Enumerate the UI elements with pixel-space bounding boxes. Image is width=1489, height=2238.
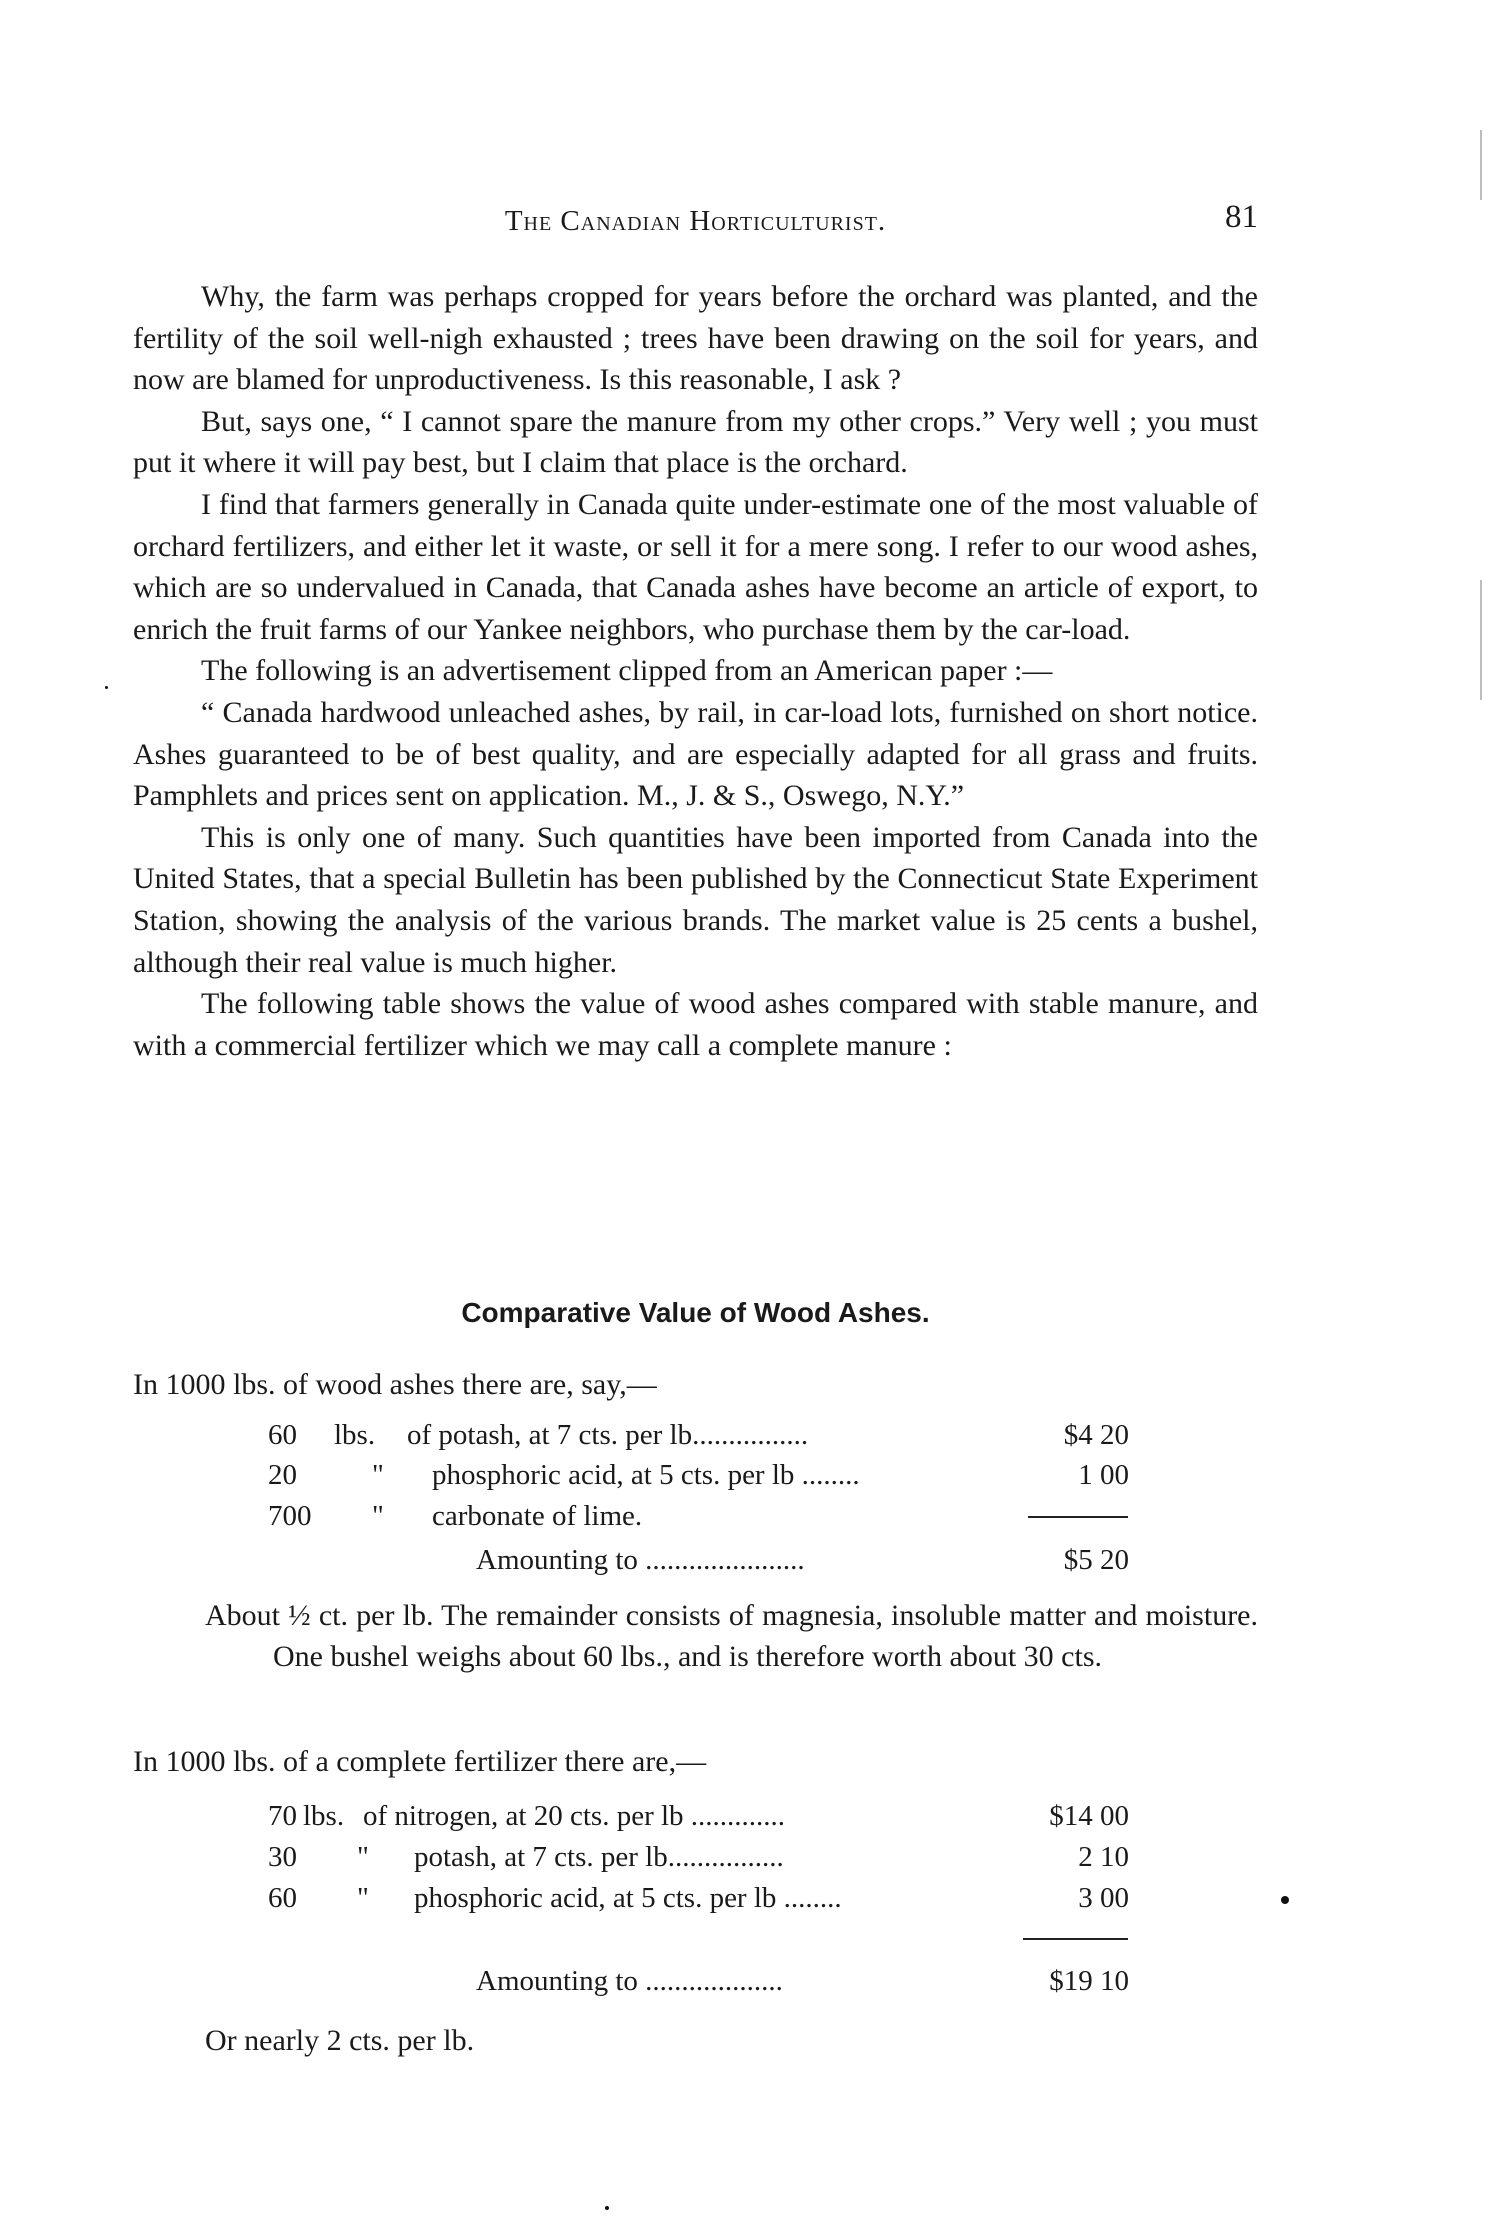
paragraph: I find that farmers generally in Canada quite under-estimate one of the most valuable of orchard fertilizers, and either let it waste, or sell it for a mere song. I refer to our wood ashes, which are so undervalued in Canada, that Canada ashes have become an article of export, to enrich the fruit farms of our Yankee neighbors, who purchase them by the car-load.	[133, 487, 1258, 646]
row-description: phosphoric acid, at 5 cts. per lb ........	[414, 1882, 842, 1914]
row-qty: 20	[268, 1459, 297, 1491]
row-qty: 30	[268, 1841, 297, 1873]
row-description: of potash, at 7 cts. per lb................	[407, 1419, 809, 1451]
row-description: carbonate of lime.	[432, 1500, 643, 1532]
total-label: Amounting to ...................	[476, 1965, 783, 1997]
page-number: 81	[1225, 199, 1258, 235]
row-unit: lbs.	[303, 1800, 345, 1832]
row-amount: 1 00	[1078, 1459, 1129, 1491]
paragraph: Why, the farm was perhaps cropped for years before the orchard was planted, and the fertility of the soil well-nigh exhausted ; trees have been drawing on the soil for years, and now are blamed for unproductiveness. Is this reasonable, I ask ?	[133, 280, 1258, 397]
row-amount: $14 00	[1049, 1800, 1129, 1832]
closing-line: Or nearly 2 cts. per lb.	[205, 2024, 475, 2057]
scan-speck	[105, 686, 108, 689]
row-amount: $4 20	[1063, 1419, 1129, 1451]
fertilizer-row	[0, 1882, 1489, 1920]
fertilizer-row	[0, 1841, 1489, 1879]
paragraph: But, says one, “ I cannot spare the manure from my other crops.” Very well ; you must put it where it will pay best, but I claim that place is the orchard.	[133, 404, 1258, 480]
row-description: of nitrogen, at 20 cts. per lb .............	[363, 1800, 786, 1832]
sum-rule	[1023, 1938, 1128, 1940]
scan-speck	[1281, 1896, 1289, 1904]
fertilizer-total	[0, 1965, 1489, 2003]
row-amount: 3 00	[1078, 1882, 1129, 1914]
row-unit: lbs.	[334, 1419, 376, 1451]
row-description: potash, at 7 cts. per lb................	[414, 1841, 784, 1873]
row-unit: "	[357, 1841, 369, 1873]
row-amount: 2 10	[1078, 1841, 1129, 1873]
wood-ashes-row	[0, 1500, 1489, 1538]
row-unit: "	[357, 1882, 369, 1914]
paragraph: The following table shows the value of wood ashes compared with stable manure, and with a commercial fertilizer which we may call a complete manure :	[133, 987, 1258, 1062]
wood-ashes-total	[0, 1544, 1489, 1582]
wood-ashes-intro: In 1000 lbs. of wood ashes there are, say,—	[133, 1368, 657, 1401]
row-unit: "	[372, 1500, 384, 1532]
scan-speck	[605, 2206, 609, 2210]
wood-ashes-note: About ½ ct. per lb. The remainder consists of magnesia, insoluble matter and moisture. One bushel weighs about 60 lbs., and is therefore worth about 30 cts.	[205, 1599, 1258, 1673]
row-qty: 60	[268, 1882, 297, 1914]
running-head	[133, 199, 1258, 245]
margin-mark	[1480, 580, 1482, 700]
margin-mark	[1480, 130, 1482, 200]
wood-ashes-row	[0, 1419, 1489, 1457]
fertilizer-row	[0, 1800, 1489, 1838]
wood-ashes-row	[0, 1459, 1489, 1497]
row-qty: 60	[268, 1419, 297, 1451]
row-description: phosphoric acid, at 5 cts. per lb ........	[432, 1459, 860, 1491]
paragraph: The following is an advertisement clipped from an American paper :—	[201, 654, 1053, 688]
paragraph: This is only one of many. Such quantities have been imported from Canada into the United States, that a special Bulletin has been published by the Connecticut State Experiment Station, showing the analysis of the various brands. The market value is 25 cents a bushel, although their real value is much higher.	[133, 820, 1258, 979]
running-title: The Canadian Horticulturist.	[504, 205, 887, 237]
advertisement-quote: “ Canada hardwood unleached ashes, by rail, in car-load lots, furnished on short notice. Ashes guaranteed to be of best quality, and are especially adapted for all grass and fruits. Pamphlets and prices sent on application. M., J. & S., Oswego, N.Y.”	[133, 695, 1258, 813]
row-qty: 700	[268, 1500, 312, 1532]
row-unit: "	[372, 1459, 384, 1491]
row-qty: 70	[268, 1800, 297, 1832]
sum-rule	[1028, 1516, 1128, 1518]
total-label: Amounting to ......................	[476, 1544, 805, 1576]
fertilizer-intro: In 1000 lbs. of a complete fertilizer there are,—	[133, 1745, 707, 1778]
body-text	[133, 276, 1258, 1066]
total-amount: $5 20	[1063, 1544, 1129, 1576]
section-title: Comparative Value of Wood Ashes.	[461, 1297, 930, 1328]
total-amount: $19 10	[1049, 1965, 1129, 1997]
